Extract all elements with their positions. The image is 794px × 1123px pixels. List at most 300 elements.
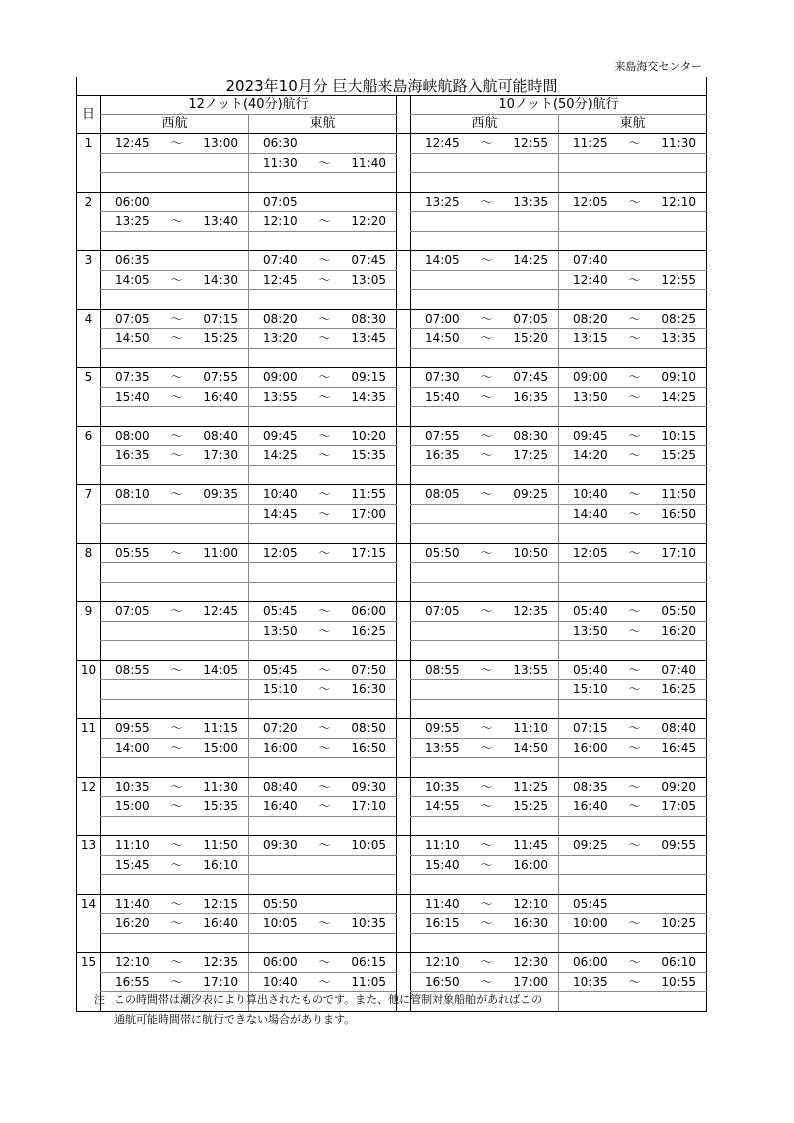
time-cell-west-10kt xyxy=(411,524,559,544)
gap-cell xyxy=(397,543,411,602)
time-cell-west-12kt xyxy=(101,914,249,934)
end-time: 10:35 xyxy=(351,916,386,931)
range-separator: ～ xyxy=(318,974,331,989)
end-time: 17:00 xyxy=(513,974,548,989)
end-time: 11:00 xyxy=(203,545,238,560)
range-separator: ～ xyxy=(170,740,183,755)
range-separator: ～ xyxy=(480,545,493,560)
range-separator: ～ xyxy=(628,740,641,755)
time-cell-east-12kt xyxy=(249,719,397,739)
end-time: 13:00 xyxy=(203,136,238,151)
end-time: 12:55 xyxy=(661,272,696,287)
range-separator: ～ xyxy=(480,779,493,794)
table-row xyxy=(77,797,707,817)
end-time: 12:45 xyxy=(203,604,238,619)
time-cell-west-12kt xyxy=(101,894,249,914)
time-cell-west-10kt xyxy=(411,368,559,388)
time-cell-west-10kt xyxy=(411,173,559,193)
start-time: 13:50 xyxy=(263,623,298,638)
table-row xyxy=(77,309,707,329)
time-cell-west-10kt xyxy=(411,192,559,212)
time-cell-east-10kt xyxy=(559,699,707,719)
start-time: 11:10 xyxy=(425,838,460,853)
range-separator: ～ xyxy=(318,272,331,287)
range-separator: ～ xyxy=(170,721,183,736)
range-separator: ～ xyxy=(170,838,183,853)
range-separator: ～ xyxy=(480,331,493,346)
time-cell-east-10kt xyxy=(559,797,707,817)
time-cell-east-10kt xyxy=(559,407,707,427)
start-time: 16:55 xyxy=(115,974,150,989)
time-cell-east-12kt xyxy=(249,563,397,583)
time-cell-west-12kt xyxy=(101,173,249,193)
range-separator: ～ xyxy=(318,838,331,853)
end-time: 08:40 xyxy=(661,721,696,736)
range-separator: ～ xyxy=(480,721,493,736)
range-separator: ～ xyxy=(318,389,331,404)
time-cell-east-10kt xyxy=(559,446,707,466)
end-time: 17:10 xyxy=(203,974,238,989)
gap-cell xyxy=(397,192,411,251)
time-cell-west-12kt xyxy=(101,446,249,466)
start-time: 05:55 xyxy=(115,545,150,560)
time-cell-west-12kt xyxy=(101,641,249,661)
start-time: 13:20 xyxy=(263,331,298,346)
end-time: 12:35 xyxy=(513,604,548,619)
table-row xyxy=(77,738,707,758)
range-separator: ～ xyxy=(628,311,641,326)
time-cell-west-10kt xyxy=(411,290,559,310)
time-cell-east-12kt xyxy=(249,309,397,329)
group-header-12kt: 12ノット(40分)航行 xyxy=(101,96,397,115)
start-time: 08:55 xyxy=(425,662,460,677)
time-cell-west-10kt xyxy=(411,660,559,680)
time-cell-west-12kt xyxy=(101,212,249,232)
end-time: 07:55 xyxy=(203,370,238,385)
start-time: 14:50 xyxy=(115,331,150,346)
start-time: 12:05 xyxy=(263,545,298,560)
time-cell-west-12kt xyxy=(101,563,249,583)
start-time: 10:35 xyxy=(573,974,608,989)
end-time: 16:45 xyxy=(661,740,696,755)
end-time: 11:40 xyxy=(351,155,386,170)
table-row xyxy=(77,446,707,466)
time-cell-west-10kt xyxy=(411,543,559,563)
start-time: 10:05 xyxy=(263,916,298,931)
time-cell-west-12kt xyxy=(101,621,249,641)
time-cell-east-12kt xyxy=(249,933,397,953)
start-time: 05:40 xyxy=(573,604,608,619)
range-separator: ～ xyxy=(318,799,331,814)
table-row xyxy=(77,329,707,349)
time-cell-east-10kt xyxy=(559,485,707,505)
start-time: 09:25 xyxy=(573,838,608,853)
range-separator: ～ xyxy=(170,428,183,443)
time-cell-west-10kt xyxy=(411,485,559,505)
gap-cell xyxy=(397,719,411,778)
time-cell-east-12kt xyxy=(249,894,397,914)
range-separator: ～ xyxy=(628,448,641,463)
end-time: 07:15 xyxy=(203,311,238,326)
time-cell-west-12kt xyxy=(101,231,249,251)
start-time: 07:55 xyxy=(425,428,460,443)
start-time: 15:40 xyxy=(425,389,460,404)
time-cell-east-10kt xyxy=(559,212,707,232)
start-time: 11:10 xyxy=(115,838,150,853)
range-separator: ～ xyxy=(318,155,331,170)
time-cell-west-12kt xyxy=(101,134,249,154)
start-time: 14:50 xyxy=(425,331,460,346)
time-cell-west-10kt xyxy=(411,719,559,739)
time-cell-east-12kt xyxy=(249,699,397,719)
end-time: 11:50 xyxy=(203,838,238,853)
start-time: 11:30 xyxy=(263,155,298,170)
end-time: 13:05 xyxy=(351,272,386,287)
end-time: 11:30 xyxy=(203,779,238,794)
end-time: 08:30 xyxy=(513,428,548,443)
table-row xyxy=(77,836,707,856)
range-separator: ～ xyxy=(628,779,641,794)
time-cell-west-10kt xyxy=(411,212,559,232)
range-separator: ～ xyxy=(480,662,493,677)
gap-cell xyxy=(397,777,411,836)
range-separator: ～ xyxy=(480,857,493,872)
table-row xyxy=(77,816,707,836)
range-separator: ～ xyxy=(628,272,641,287)
end-time: 11:15 xyxy=(203,721,238,736)
start-time: 11:25 xyxy=(573,136,608,151)
end-time: 07:50 xyxy=(351,662,386,677)
time-cell-east-12kt xyxy=(249,387,397,407)
end-time: 16:10 xyxy=(203,857,238,872)
start-time: 11:40 xyxy=(115,896,150,911)
time-cell-east-10kt xyxy=(559,504,707,524)
range-separator: ～ xyxy=(318,916,331,931)
time-cell-west-12kt xyxy=(101,738,249,758)
end-time: 16:30 xyxy=(351,682,386,697)
start-time: 07:00 xyxy=(425,311,460,326)
table-row xyxy=(77,914,707,934)
table-row xyxy=(77,719,707,739)
time-cell-west-10kt xyxy=(411,953,559,973)
start-time: 06:00 xyxy=(573,955,608,970)
time-cell-west-10kt xyxy=(411,621,559,641)
time-cell-east-12kt xyxy=(249,368,397,388)
table-row xyxy=(77,680,707,700)
table-row xyxy=(77,348,707,368)
start-time: 15:45 xyxy=(115,857,150,872)
table-row xyxy=(77,231,707,251)
end-time: 15:35 xyxy=(203,799,238,814)
end-time: 06:10 xyxy=(661,955,696,970)
time-cell-west-10kt xyxy=(411,641,559,661)
end-time: 12:55 xyxy=(513,136,548,151)
end-time: 14:35 xyxy=(351,389,386,404)
footnote xyxy=(94,990,542,1030)
table-row xyxy=(77,855,707,875)
time-cell-east-10kt xyxy=(559,368,707,388)
end-time: 16:30 xyxy=(513,916,548,931)
end-time: 10:25 xyxy=(661,916,696,931)
table-row xyxy=(77,465,707,485)
start-time: 09:45 xyxy=(573,428,608,443)
time-cell-east-10kt xyxy=(559,173,707,193)
start-time: 10:40 xyxy=(263,974,298,989)
end-time: 12:10 xyxy=(513,896,548,911)
end-time: 08:50 xyxy=(351,721,386,736)
time-cell-east-10kt xyxy=(559,738,707,758)
start-time: 12:10 xyxy=(263,214,298,229)
range-separator: ～ xyxy=(170,214,183,229)
range-separator: ～ xyxy=(628,487,641,502)
end-time: 12:10 xyxy=(661,194,696,209)
start-time: 14:40 xyxy=(573,506,608,521)
range-separator: ～ xyxy=(170,857,183,872)
range-separator: ～ xyxy=(318,662,331,677)
start-time: 12:40 xyxy=(573,272,608,287)
page-title: 2023年10月分 巨大船来島海峡航路入航可能時間 xyxy=(77,77,707,96)
range-separator: ～ xyxy=(170,799,183,814)
start-time: 10:35 xyxy=(425,779,460,794)
end-time: 13:45 xyxy=(351,331,386,346)
time-cell-east-10kt xyxy=(559,680,707,700)
time-cell-east-10kt xyxy=(559,992,707,1012)
group-header-10kt: 10ノット(50分)航行 xyxy=(411,96,707,115)
time-cell-east-12kt xyxy=(249,875,397,895)
start-time: 06:30 xyxy=(263,136,298,151)
time-cell-east-10kt xyxy=(559,251,707,271)
time-cell-west-12kt xyxy=(101,192,249,212)
time-cell-east-10kt xyxy=(559,914,707,934)
end-time: 16:00 xyxy=(513,857,548,872)
end-time: 17:00 xyxy=(351,506,386,521)
start-time: 13:25 xyxy=(425,194,460,209)
end-time: 13:55 xyxy=(513,662,548,677)
table-row xyxy=(77,582,707,602)
schedule-body xyxy=(77,134,707,1012)
time-cell-west-10kt xyxy=(411,251,559,271)
time-cell-west-10kt xyxy=(411,563,559,583)
time-cell-east-12kt xyxy=(249,407,397,427)
start-time: 14:45 xyxy=(263,506,298,521)
end-time: 11:30 xyxy=(661,136,696,151)
range-separator: ～ xyxy=(170,916,183,931)
start-time: 12:45 xyxy=(425,136,460,151)
range-separator: ～ xyxy=(628,974,641,989)
time-cell-east-10kt xyxy=(559,543,707,563)
end-time: 14:25 xyxy=(661,389,696,404)
gap-cell xyxy=(397,426,411,485)
time-cell-west-10kt xyxy=(411,602,559,622)
range-separator: ～ xyxy=(318,311,331,326)
range-separator: ～ xyxy=(318,545,331,560)
end-time: 08:25 xyxy=(661,311,696,326)
range-separator: ～ xyxy=(628,955,641,970)
end-time: 09:30 xyxy=(351,779,386,794)
range-separator: ～ xyxy=(480,136,493,151)
range-separator: ～ xyxy=(628,916,641,931)
end-time: 17:10 xyxy=(351,799,386,814)
gap-cell xyxy=(397,485,411,544)
end-time: 11:45 xyxy=(513,838,548,853)
range-separator: ～ xyxy=(628,370,641,385)
start-time: 15:40 xyxy=(115,389,150,404)
time-cell-west-12kt xyxy=(101,407,249,427)
range-separator: ～ xyxy=(318,448,331,463)
table-row xyxy=(77,192,707,212)
end-time: 05:50 xyxy=(661,604,696,619)
time-cell-west-12kt xyxy=(101,953,249,973)
start-time: 09:30 xyxy=(263,838,298,853)
start-time: 07:40 xyxy=(263,253,298,268)
table-row xyxy=(77,777,707,797)
range-separator: ～ xyxy=(318,370,331,385)
range-separator: ～ xyxy=(480,916,493,931)
range-separator: ～ xyxy=(170,272,183,287)
time-cell-east-12kt xyxy=(249,972,397,992)
start-time: 05:50 xyxy=(263,896,298,911)
start-time: 07:30 xyxy=(425,370,460,385)
time-cell-east-10kt xyxy=(559,134,707,154)
end-time: 06:00 xyxy=(351,604,386,619)
range-separator: ～ xyxy=(170,974,183,989)
end-time: 07:05 xyxy=(513,311,548,326)
time-cell-east-12kt xyxy=(249,329,397,349)
time-cell-west-10kt xyxy=(411,231,559,251)
time-cell-west-12kt xyxy=(101,758,249,778)
end-time: 16:40 xyxy=(203,916,238,931)
start-time: 16:40 xyxy=(263,799,298,814)
time-cell-east-12kt xyxy=(249,485,397,505)
time-cell-west-10kt xyxy=(411,426,559,446)
table-row xyxy=(77,485,707,505)
end-time: 08:40 xyxy=(203,428,238,443)
end-time: 16:25 xyxy=(351,623,386,638)
time-cell-east-12kt xyxy=(249,680,397,700)
table-row xyxy=(77,621,707,641)
time-cell-east-10kt xyxy=(559,270,707,290)
start-time: 07:05 xyxy=(115,604,150,619)
end-time: 16:25 xyxy=(661,682,696,697)
start-time: 05:40 xyxy=(573,662,608,677)
end-time: 12:15 xyxy=(203,896,238,911)
end-time: 13:35 xyxy=(513,194,548,209)
start-time: 05:45 xyxy=(573,896,608,911)
time-cell-west-10kt xyxy=(411,680,559,700)
time-cell-east-10kt xyxy=(559,641,707,661)
time-cell-west-10kt xyxy=(411,134,559,154)
range-separator: ～ xyxy=(480,253,493,268)
start-time: 06:35 xyxy=(115,253,150,268)
time-cell-west-10kt xyxy=(411,894,559,914)
time-cell-east-12kt xyxy=(249,816,397,836)
start-time: 16:40 xyxy=(573,799,608,814)
start-time: 14:20 xyxy=(573,448,608,463)
end-time: 17:25 xyxy=(513,448,548,463)
start-time: 15:00 xyxy=(115,799,150,814)
range-separator: ～ xyxy=(318,428,331,443)
table-row xyxy=(77,641,707,661)
start-time: 10:40 xyxy=(573,487,608,502)
time-cell-east-12kt xyxy=(249,621,397,641)
footnote-line-2: 通航可能時間帯に航行できない場合があります。 xyxy=(114,1013,356,1026)
time-cell-east-12kt xyxy=(249,602,397,622)
end-time: 11:05 xyxy=(351,974,386,989)
time-cell-west-12kt xyxy=(101,329,249,349)
direction-header-west-10kt: 西航 xyxy=(411,115,559,134)
day-number: 9 xyxy=(77,602,101,661)
start-time: 16:20 xyxy=(115,916,150,931)
time-cell-east-10kt xyxy=(559,660,707,680)
range-separator: ～ xyxy=(628,506,641,521)
table-row xyxy=(77,426,707,446)
time-cell-west-12kt xyxy=(101,602,249,622)
time-cell-east-12kt xyxy=(249,153,397,173)
start-time: 12:45 xyxy=(115,136,150,151)
range-separator: ～ xyxy=(170,604,183,619)
range-separator: ～ xyxy=(480,799,493,814)
time-cell-west-12kt xyxy=(101,699,249,719)
end-time: 16:50 xyxy=(351,740,386,755)
time-cell-west-10kt xyxy=(411,582,559,602)
start-time: 16:35 xyxy=(115,448,150,463)
footnote-line-1: この時間帯は潮汐表により算出されたものです。また、他に管制対象船舶があればこの xyxy=(114,993,543,1006)
time-cell-west-10kt xyxy=(411,933,559,953)
range-separator: ～ xyxy=(480,740,493,755)
gap-cell xyxy=(397,251,411,310)
start-time: 10:40 xyxy=(263,487,298,502)
range-separator: ～ xyxy=(318,955,331,970)
end-time: 10:50 xyxy=(513,545,548,560)
start-time: 15:40 xyxy=(425,857,460,872)
time-cell-east-10kt xyxy=(559,563,707,583)
time-cell-west-10kt xyxy=(411,738,559,758)
table-row xyxy=(77,524,707,544)
end-time: 07:45 xyxy=(351,253,386,268)
time-cell-west-12kt xyxy=(101,875,249,895)
time-cell-west-12kt xyxy=(101,485,249,505)
start-time: 09:00 xyxy=(263,370,298,385)
end-time: 08:30 xyxy=(351,311,386,326)
start-time: 05:45 xyxy=(263,662,298,677)
table-row xyxy=(77,953,707,973)
table-row xyxy=(77,290,707,310)
start-time: 08:20 xyxy=(573,311,608,326)
range-separator: ～ xyxy=(318,604,331,619)
time-cell-west-12kt xyxy=(101,465,249,485)
range-separator: ～ xyxy=(318,740,331,755)
range-separator: ～ xyxy=(480,370,493,385)
time-cell-east-12kt xyxy=(249,738,397,758)
time-cell-west-10kt xyxy=(411,972,559,992)
time-cell-east-12kt xyxy=(249,348,397,368)
table-row xyxy=(77,972,707,992)
time-cell-west-10kt xyxy=(411,387,559,407)
start-time: 06:00 xyxy=(263,955,298,970)
schedule-table xyxy=(76,77,707,1012)
time-cell-west-12kt xyxy=(101,504,249,524)
table-row xyxy=(77,368,707,388)
time-cell-west-12kt xyxy=(101,543,249,563)
time-cell-east-12kt xyxy=(249,504,397,524)
end-time: 09:10 xyxy=(661,370,696,385)
organization-name: 来島海交センター xyxy=(614,60,702,73)
start-time: 13:25 xyxy=(115,214,150,229)
gap-cell xyxy=(397,894,411,953)
time-cell-west-12kt xyxy=(101,933,249,953)
time-cell-east-10kt xyxy=(559,719,707,739)
time-cell-east-10kt xyxy=(559,621,707,641)
